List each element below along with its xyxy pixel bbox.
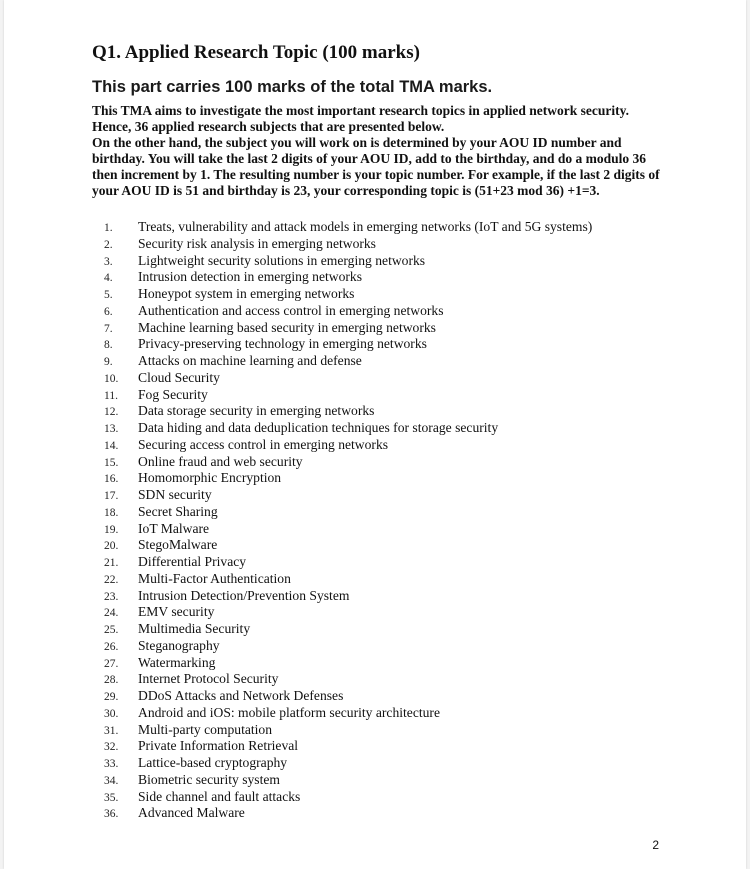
topic-number: 18. bbox=[104, 506, 119, 519]
topic-item bbox=[104, 387, 592, 404]
topic-title: Internet Protocol Security bbox=[138, 671, 279, 687]
topic-number: 4. bbox=[104, 272, 113, 285]
topic-title: Securing access control in emerging networks bbox=[138, 436, 389, 452]
topic-item bbox=[104, 722, 592, 739]
topic-number: 15. bbox=[104, 456, 119, 469]
topic-title: Authentication and access control in emerging networks bbox=[138, 302, 444, 318]
topic-number: 34. bbox=[104, 774, 119, 787]
topic-title: Online fraud and web security bbox=[138, 453, 303, 469]
topic-number: 29. bbox=[104, 691, 119, 703]
topic-number: 27. bbox=[104, 657, 119, 670]
topic-title: StegoMalware bbox=[138, 537, 218, 553]
topic-title: Honeypot system in emerging networks bbox=[138, 286, 355, 301]
topic-title: Lattice-based cryptography bbox=[138, 755, 288, 770]
topic-number: 32. bbox=[104, 741, 119, 754]
marks-subtitle: This part carries 100 marks of the total TMA marks. bbox=[92, 78, 493, 96]
topic-title: Multimedia Security bbox=[138, 621, 251, 636]
topic-title: Advanced Malware bbox=[138, 805, 245, 821]
page-title: Q1. Applied Research Topic (100 marks) bbox=[92, 42, 420, 63]
topic-number: 24. bbox=[104, 607, 119, 620]
topic-title: Privacy-preserving technology in emerging networks bbox=[138, 336, 427, 352]
instructions-paragraph-1: This TMA aims to investigate the most important research topics in applied network security. Hence, 36 applied research subjects that are presented below. bbox=[92, 103, 629, 134]
topic-item bbox=[104, 303, 592, 320]
topic-item bbox=[104, 470, 592, 487]
topic-title: Intrusion detection in emerging networks bbox=[138, 269, 362, 285]
topic-number: 2. bbox=[104, 238, 113, 251]
topic-title: Cloud Security bbox=[138, 369, 220, 385]
topic-number: 14. bbox=[104, 439, 119, 452]
topic-number: 7. bbox=[104, 322, 113, 335]
topic-title: Watermarking bbox=[138, 654, 216, 670]
topic-number: 5. bbox=[104, 289, 113, 301]
topic-title: IoT Malware bbox=[138, 520, 210, 536]
topic-number: 1. bbox=[104, 222, 113, 234]
topic-item bbox=[104, 269, 592, 286]
topic-number: 28. bbox=[104, 674, 119, 687]
topic-number: 8. bbox=[104, 339, 113, 352]
topic-item bbox=[104, 789, 592, 806]
instructions bbox=[92, 103, 667, 199]
topic-item bbox=[104, 437, 592, 454]
topic-number: 6. bbox=[104, 305, 113, 318]
topic-item bbox=[104, 320, 592, 337]
topic-item bbox=[104, 521, 592, 538]
topic-number: 25. bbox=[104, 624, 119, 636]
topic-number: 22. bbox=[104, 573, 119, 586]
topic-item bbox=[104, 370, 592, 387]
topic-title: Machine learning based security in emerging networks bbox=[138, 319, 436, 335]
topic-number: 16. bbox=[104, 473, 119, 486]
topic-item bbox=[104, 604, 592, 621]
topic-item bbox=[104, 487, 592, 504]
topic-number: 11. bbox=[104, 389, 118, 402]
topic-number: 10. bbox=[104, 372, 119, 385]
topic-item bbox=[104, 286, 592, 303]
topic-title: DDoS Attacks and Network Defenses bbox=[138, 688, 344, 703]
topic-list bbox=[104, 219, 592, 822]
topic-number: 3. bbox=[104, 255, 113, 268]
topic-item bbox=[104, 705, 592, 722]
topic-item bbox=[104, 621, 592, 638]
topic-title: Differential Privacy bbox=[138, 554, 247, 569]
topic-number: 30. bbox=[104, 707, 119, 720]
instructions-paragraph-2: On the other hand, the subject you will work on is determined by your AOU ID number and birthday. You will take the last 2 digits of your AOU ID, add to the birthday, and do a modulo 36 then increment by 1. The resulting number is your topic number. For example, if the last 2 digits of your AOU ID is 51 and birthday is 23, your corresponding topic is (51+23 mod 36) +1=3. bbox=[92, 135, 660, 198]
topic-title: Treats, vulnerability and attack models in emerging networks (IoT and 5G systems) bbox=[138, 219, 593, 234]
topic-title: Data storage security in emerging networks bbox=[138, 403, 375, 419]
topic-item bbox=[104, 236, 592, 253]
topic-number: 23. bbox=[104, 590, 119, 603]
topic-title: Multi-Factor Authentication bbox=[138, 570, 291, 586]
topic-title: Steganography bbox=[138, 637, 220, 653]
topic-title: Homomorphic Encryption bbox=[138, 470, 282, 486]
topic-title: Multi-party computation bbox=[138, 721, 273, 737]
topic-item bbox=[104, 504, 592, 521]
topic-number: 35. bbox=[104, 791, 119, 804]
topic-title: SDN security bbox=[138, 487, 212, 502]
topic-number: 21. bbox=[104, 557, 119, 569]
topic-item bbox=[104, 671, 592, 688]
topic-title: Data hiding and data deduplication techniques for storage security bbox=[138, 420, 499, 435]
topic-title: Biometric security system bbox=[138, 771, 280, 787]
topic-item bbox=[104, 403, 592, 420]
topic-title: Android and iOS: mobile platform security architecture bbox=[138, 704, 440, 720]
topic-title: Private Information Retrieval bbox=[138, 738, 299, 754]
topic-item bbox=[104, 805, 592, 822]
topic-title: EMV security bbox=[138, 604, 215, 620]
topic-number: 17. bbox=[104, 490, 119, 502]
topic-item bbox=[104, 772, 592, 789]
topic-number: 36. bbox=[104, 808, 119, 821]
document-page bbox=[4, 0, 746, 869]
topic-item bbox=[104, 755, 592, 772]
topic-title: Side channel and fault attacks bbox=[138, 788, 301, 804]
topic-title: Security risk analysis in emerging networks bbox=[138, 235, 376, 251]
topic-item bbox=[104, 554, 592, 571]
topic-number: 12. bbox=[104, 406, 119, 419]
topic-number: 20. bbox=[104, 540, 119, 553]
topic-title: Attacks on machine learning and defense bbox=[138, 353, 362, 368]
topic-item bbox=[104, 638, 592, 655]
topic-item bbox=[104, 537, 592, 554]
topic-item bbox=[104, 353, 592, 370]
topic-item bbox=[104, 588, 592, 605]
topic-item bbox=[104, 219, 592, 236]
topic-number: 13. bbox=[104, 423, 119, 435]
page-number: 2 bbox=[652, 838, 659, 852]
topic-number: 9. bbox=[104, 356, 113, 368]
topic-title: Secret Sharing bbox=[138, 503, 218, 519]
topic-item bbox=[104, 655, 592, 672]
topic-title: Fog Security bbox=[138, 386, 208, 402]
topic-number: 19. bbox=[104, 523, 119, 536]
topic-item bbox=[104, 253, 592, 270]
topic-item bbox=[104, 738, 592, 755]
topic-item bbox=[104, 454, 592, 471]
topic-number: 33. bbox=[104, 758, 119, 770]
topic-item bbox=[104, 336, 592, 353]
topic-title: Lightweight security solutions in emerging networks bbox=[138, 252, 426, 268]
topic-item bbox=[104, 688, 592, 705]
topic-item bbox=[104, 571, 592, 588]
topic-number: 26. bbox=[104, 640, 119, 653]
topic-number: 31. bbox=[104, 724, 119, 737]
topic-title: Intrusion Detection/Prevention System bbox=[138, 587, 350, 603]
topic-item bbox=[104, 420, 592, 437]
